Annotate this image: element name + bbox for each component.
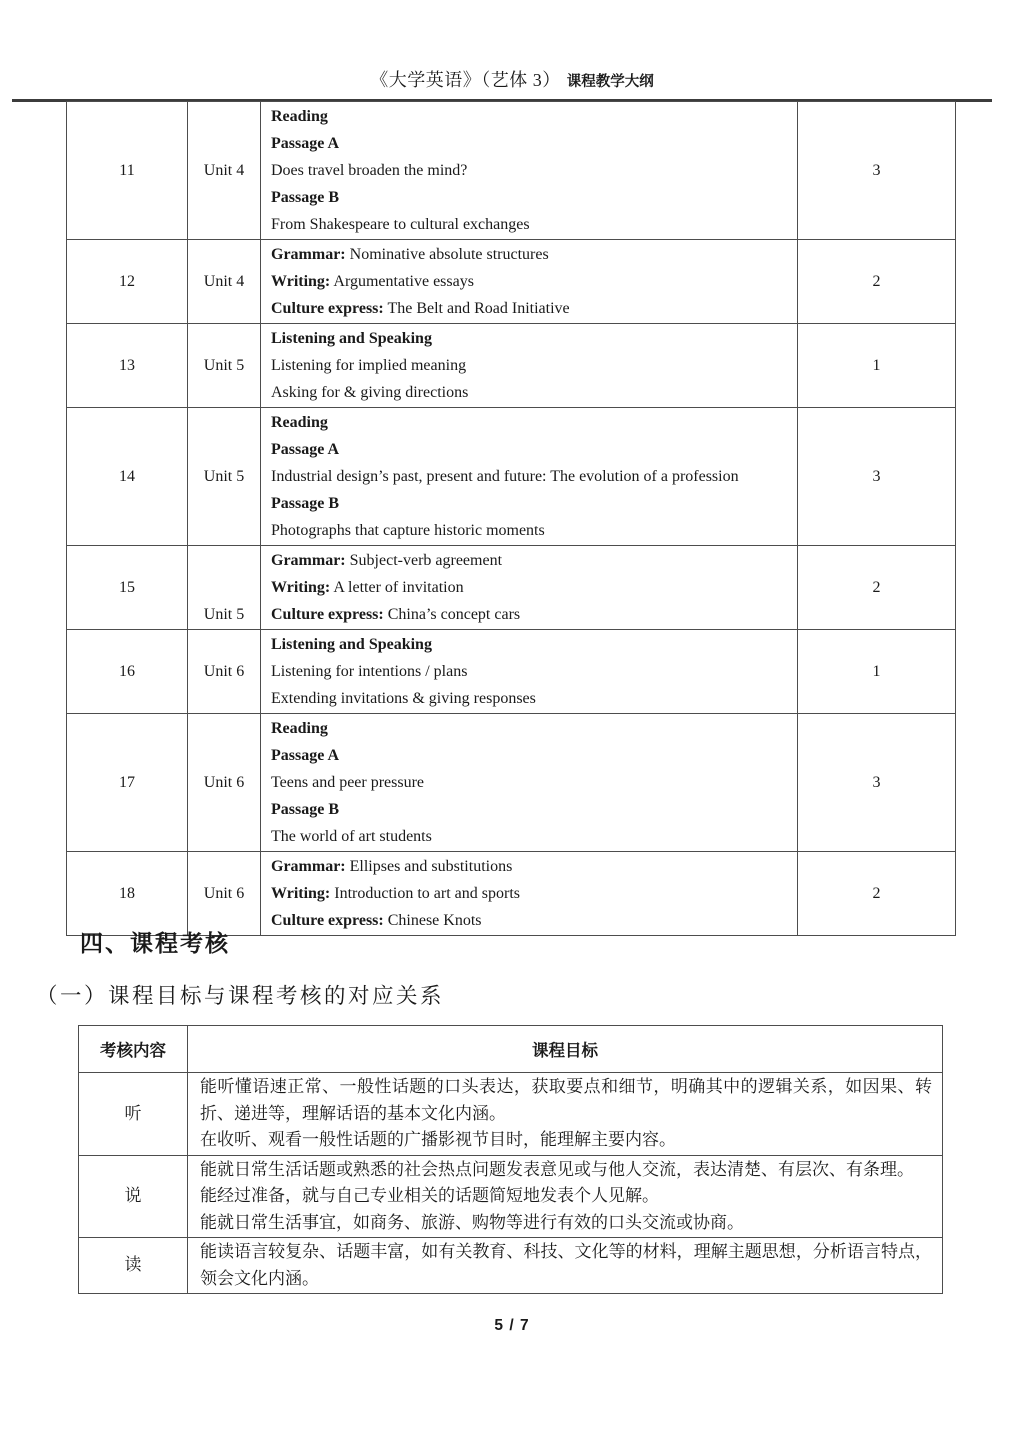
content-line-text: Photographs that capture historic moments — [271, 522, 545, 539]
schedule-row — [67, 852, 956, 936]
unit-cell: Unit 6 — [188, 630, 261, 714]
content-cell — [261, 714, 798, 852]
content-line-text: Listening for intentions / plans — [271, 663, 468, 680]
hours-cell: 2 — [798, 546, 956, 630]
content-line — [271, 907, 789, 934]
schedule-row — [67, 102, 956, 240]
unit-cell: Unit 4 — [188, 240, 261, 324]
content-line — [271, 241, 789, 268]
unit-cell: Unit 6 — [188, 852, 261, 936]
content-line-bold: Grammar: — [271, 246, 346, 263]
content-line — [271, 379, 789, 406]
content-line — [271, 463, 789, 490]
content-line-bold: Passage B — [271, 495, 339, 512]
content-line-text: Does travel broaden the mind? — [271, 162, 468, 179]
content-cell — [261, 630, 798, 714]
goal-line: 在收听、观看一般性话题的广播影视节目时，能理解主要内容。 — [200, 1130, 676, 1149]
content-line — [271, 352, 789, 379]
assessment-header-row — [79, 1026, 943, 1073]
assessment-row — [79, 1073, 943, 1156]
skill-cell: 说 — [79, 1155, 188, 1238]
content-cell — [261, 546, 798, 630]
content-line-text: Industrial design’s past, present and future: The evolution of a profession — [271, 468, 739, 485]
content-line-bold: Reading — [271, 414, 328, 431]
content-line — [271, 103, 789, 130]
content-line-text: Argumentative essays — [330, 273, 474, 290]
content-line — [271, 295, 789, 322]
hours-cell: 3 — [798, 102, 956, 240]
goal-line: 能读语言较复杂、话题丰富，如有关教育、科技、文化等的材料，理解主题思想，分析语言特点，领会文化内涵。 — [200, 1242, 932, 1288]
hours-cell: 3 — [798, 408, 956, 546]
content-line — [271, 325, 789, 352]
subsection-heading: （一）课程目标与课程考核的对应关系 — [36, 984, 445, 1008]
content-line — [271, 184, 789, 211]
schedule-row — [67, 714, 956, 852]
skill-cell: 听 — [79, 1073, 188, 1156]
content-line-bold: Culture express: — [271, 300, 384, 317]
content-line-bold: Passage B — [271, 189, 339, 206]
assessment-header-skill: 考核内容 — [79, 1026, 188, 1073]
page-number: 5 / 7 — [494, 1317, 530, 1334]
goal-cell — [188, 1073, 943, 1156]
content-line-bold: Writing: — [271, 885, 331, 902]
goal-cell — [188, 1238, 943, 1294]
goal-line: 能经过准备，就与自己专业相关的话题简短地发表个人见解。 — [200, 1186, 659, 1205]
week-cell: 14 — [67, 408, 188, 546]
goal-line: 能听懂语速正常、一般性话题的口头表达，获取要点和细节，明确其中的逻辑关系，如因果、转折、递进等，理解话语的基本文化内涵。 — [200, 1077, 932, 1123]
content-line-text: The world of art students — [271, 828, 432, 845]
section-heading: 四、课程考核 — [80, 930, 230, 956]
content-line — [271, 268, 789, 295]
goal-cell — [188, 1155, 943, 1238]
content-line-text: Extending invitations & giving responses — [271, 690, 536, 707]
assessment-row — [79, 1155, 943, 1238]
content-line-text: China’s concept cars — [383, 606, 521, 623]
week-cell: 16 — [67, 630, 188, 714]
assessment-table — [78, 1025, 943, 1294]
hours-cell: 1 — [798, 630, 956, 714]
schedule-row — [67, 630, 956, 714]
content-line-text: Nominative absolute structures — [345, 246, 549, 263]
content-line-text: Chinese Knots — [383, 912, 482, 929]
content-line-text: Listening for implied meaning — [271, 357, 467, 374]
content-line-bold: Reading — [271, 108, 328, 125]
week-cell: 15 — [67, 546, 188, 630]
content-line-bold: Listening and Speaking — [271, 636, 432, 653]
content-line-bold: Passage A — [271, 441, 339, 458]
content-line-bold: Culture express: — [271, 606, 384, 623]
content-cell — [261, 408, 798, 546]
hours-cell: 2 — [798, 240, 956, 324]
content-cell — [261, 102, 798, 240]
schedule-row — [67, 240, 956, 324]
content-line-bold: Listening and Speaking — [271, 330, 432, 347]
unit-cell: Unit 5 — [188, 408, 261, 546]
unit-cell: Unit 5 — [188, 546, 261, 630]
content-line-text: Subject-verb agreement — [345, 552, 503, 569]
content-line-text: Introduction to art and sports — [330, 885, 521, 902]
content-line — [271, 880, 789, 907]
doc-title-suffix: 课程教学大纲 — [566, 74, 654, 90]
unit-cell: Unit 4 — [188, 102, 261, 240]
content-line-bold: Passage A — [271, 135, 339, 152]
week-cell: 13 — [67, 324, 188, 408]
content-line-bold: Reading — [271, 720, 328, 737]
content-line — [271, 631, 789, 658]
content-line — [271, 436, 789, 463]
content-line — [271, 685, 789, 712]
content-cell — [261, 852, 798, 936]
content-line — [271, 601, 789, 628]
assessment-row — [79, 1238, 943, 1294]
content-cell — [261, 240, 798, 324]
week-cell: 17 — [67, 714, 188, 852]
content-line — [271, 715, 789, 742]
unit-cell: Unit 6 — [188, 714, 261, 852]
content-line-text: Ellipses and substitutions — [345, 858, 513, 875]
content-line — [271, 547, 789, 574]
content-line-bold: Grammar: — [271, 858, 346, 875]
content-line — [271, 211, 789, 238]
week-cell: 12 — [67, 240, 188, 324]
content-line — [271, 157, 789, 184]
content-cell — [261, 324, 798, 408]
course-schedule-table — [66, 101, 956, 936]
content-line-bold: Culture express: — [271, 912, 384, 929]
hours-cell: 1 — [798, 324, 956, 408]
schedule-row — [67, 546, 956, 630]
content-line-bold: Writing: — [271, 273, 331, 290]
week-cell: 18 — [67, 852, 188, 936]
content-line-bold: Passage B — [271, 801, 339, 818]
content-line-text: The Belt and Road Initiative — [383, 300, 570, 317]
content-line-text: Teens and peer pressure — [271, 774, 425, 791]
content-line — [271, 796, 789, 823]
content-line — [271, 490, 789, 517]
hours-cell: 3 — [798, 714, 956, 852]
goal-line: 能就日常生活事宜，如商务、旅游、购物等进行有效的口头交流或协商。 — [200, 1212, 744, 1232]
content-line — [271, 130, 789, 157]
skill-cell: 读 — [79, 1238, 188, 1294]
schedule-row — [67, 408, 956, 546]
unit-cell: Unit 5 — [188, 324, 261, 408]
content-line — [271, 769, 789, 796]
goal-line: 能就日常生活话题或熟悉的社会热点问题发表意见或与他人交流，表达清楚、有层次、有条理。 — [200, 1159, 914, 1179]
content-line-text: From Shakespeare to cultural exchanges — [271, 216, 530, 233]
content-line-bold: Writing: — [271, 579, 331, 596]
content-line-bold: Passage A — [271, 747, 339, 764]
content-line — [271, 517, 789, 544]
content-line — [271, 658, 789, 685]
assessment-header-goal: 课程目标 — [188, 1026, 943, 1073]
content-line — [271, 823, 789, 850]
content-line-text: Asking for & giving directions — [271, 384, 469, 401]
content-line — [271, 742, 789, 769]
doc-title — [0, 66, 1024, 92]
content-line-bold: Grammar: — [271, 552, 346, 569]
content-line-text: A letter of invitation — [330, 579, 464, 596]
content-line — [271, 409, 789, 436]
content-line — [271, 853, 789, 880]
schedule-row — [67, 324, 956, 408]
content-line — [271, 574, 789, 601]
hours-cell: 2 — [798, 852, 956, 936]
doc-title-main: 《大学英语》（艺体 3） — [370, 70, 561, 90]
week-cell: 11 — [67, 102, 188, 240]
